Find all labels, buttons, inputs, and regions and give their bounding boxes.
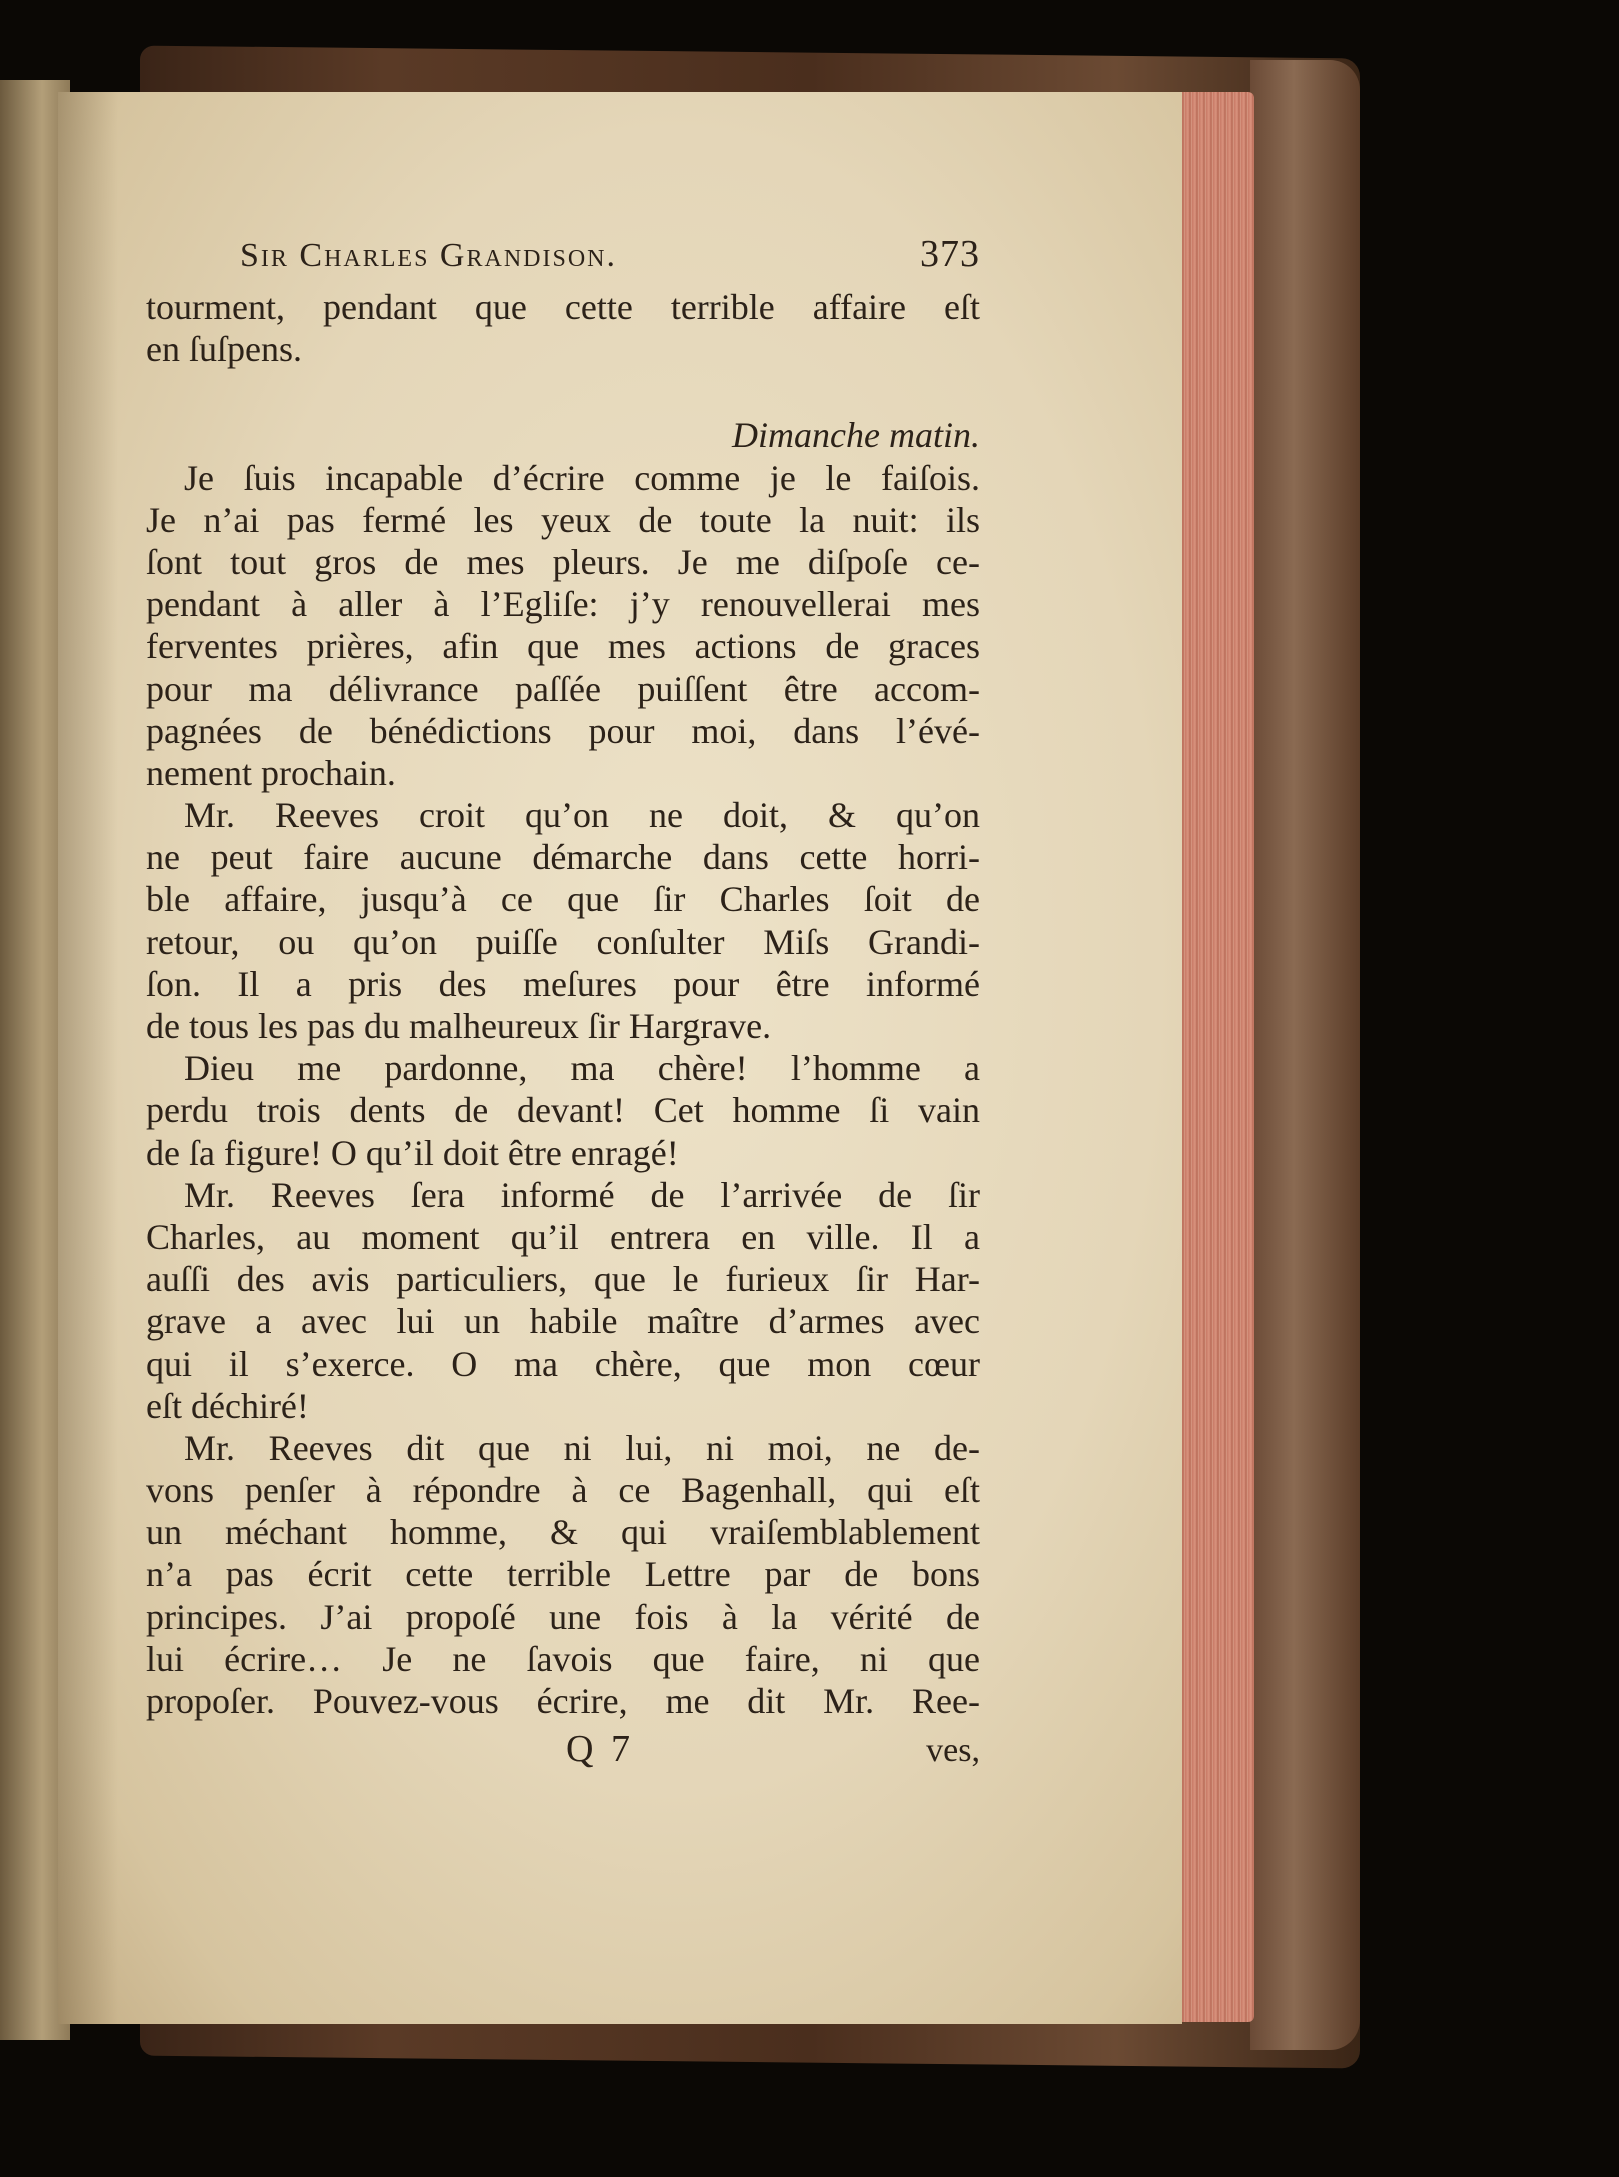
text-line: Je n’ai pas fermé les yeux de toute la nuit: ils: [146, 499, 980, 540]
text-line: Dieu me pardonne, ma chère! l’homme a: [184, 1048, 980, 1089]
text-line: Charles, au moment qu’il entrera en ville. Il a: [146, 1216, 980, 1257]
text-line: n’a pas écrit cette terrible Lettre par de bons: [146, 1554, 980, 1595]
text-line: [146, 370, 980, 414]
dateline: Dimanche matin.: [732, 415, 980, 456]
page-number: 373: [920, 233, 980, 275]
signature-mark: Q 7: [566, 1728, 634, 1771]
text-line: de ſa figure! O qu’il doit être enragé!: [146, 1132, 679, 1173]
text-line: en ſuſpens.: [146, 329, 302, 370]
text-line: auſſi des avis particuliers, que le furieux ſir Har-: [146, 1259, 980, 1300]
text-line: ne peut faire aucune démarche dans cette horri-: [146, 837, 980, 878]
body-text: [146, 286, 980, 1722]
running-head-title: Sir Charles Grandison.: [240, 237, 617, 274]
text-line: principes. J’ai propoſé une fois à la vérité de: [146, 1596, 980, 1637]
catchword: ves,: [926, 1732, 980, 1770]
text-line: Je ſuis incapable d’écrire comme je le faiſois.: [184, 457, 980, 498]
text-line: eſt déchiré!: [146, 1385, 309, 1426]
text-line: ſont tout gros de mes pleurs. Je me diſpoſe ce-: [146, 541, 980, 582]
page-edges: [1178, 92, 1254, 2022]
text-block: [146, 232, 980, 1776]
running-head: [146, 232, 980, 286]
text-line: de tous les pas du malheureux ſir Hargrave.: [146, 1006, 772, 1046]
text-line: Mr. Reeves dit que ni lui, ni moi, ne de-: [184, 1427, 980, 1468]
text-line: ſon. Il a pris des meſures pour être informé: [146, 963, 980, 1004]
text-line: pendant à aller à l’Egliſe: j’y renouvellerai mes: [146, 584, 980, 625]
text-line: qui il s’exerce. O ma chère, que mon cœur: [146, 1343, 980, 1384]
text-line: Mr. Reeves croit qu’on ne doit, & qu’on: [184, 795, 980, 836]
text-line: vons penſer à répondre à ce Bagenhall, qui eſt: [146, 1470, 980, 1511]
text-line: pagnées de bénédictions pour moi, dans l’évé-: [146, 710, 980, 751]
text-line: grave a avec lui un habile maître d’armes avec: [146, 1301, 980, 1342]
text-line: perdu trois dents de devant! Cet homme ſi vain: [146, 1090, 980, 1131]
text-line: un méchant homme, & qui vraiſemblablement: [146, 1512, 980, 1553]
page-gutter-shadow: [58, 92, 118, 2024]
book-cover-edge: [1250, 60, 1360, 2050]
page-footer: [146, 1722, 980, 1776]
text-line: retour, ou qu’on puiſſe conſulter Miſs Grandi-: [146, 921, 980, 962]
text-line: ferventes prières, afin que mes actions de graces: [146, 626, 980, 667]
text-line: tourment, pendant que cette terrible affaire eſt: [146, 287, 980, 327]
text-line: lui écrire… Je ne ſavois que faire, ni que: [146, 1638, 980, 1679]
text-line: Mr. Reeves ſera informé de l’arrivée de ſir: [184, 1174, 980, 1215]
text-line: pour ma délivrance paſſée puiſſent être accom-: [146, 668, 980, 709]
text-line: ble affaire, jusqu’à ce que ſir Charles ſoit de: [146, 879, 980, 920]
text-line: nement prochain.: [146, 752, 396, 793]
text-line: propoſer. Pouvez-vous écrire, me dit Mr. Ree-: [146, 1681, 980, 1721]
